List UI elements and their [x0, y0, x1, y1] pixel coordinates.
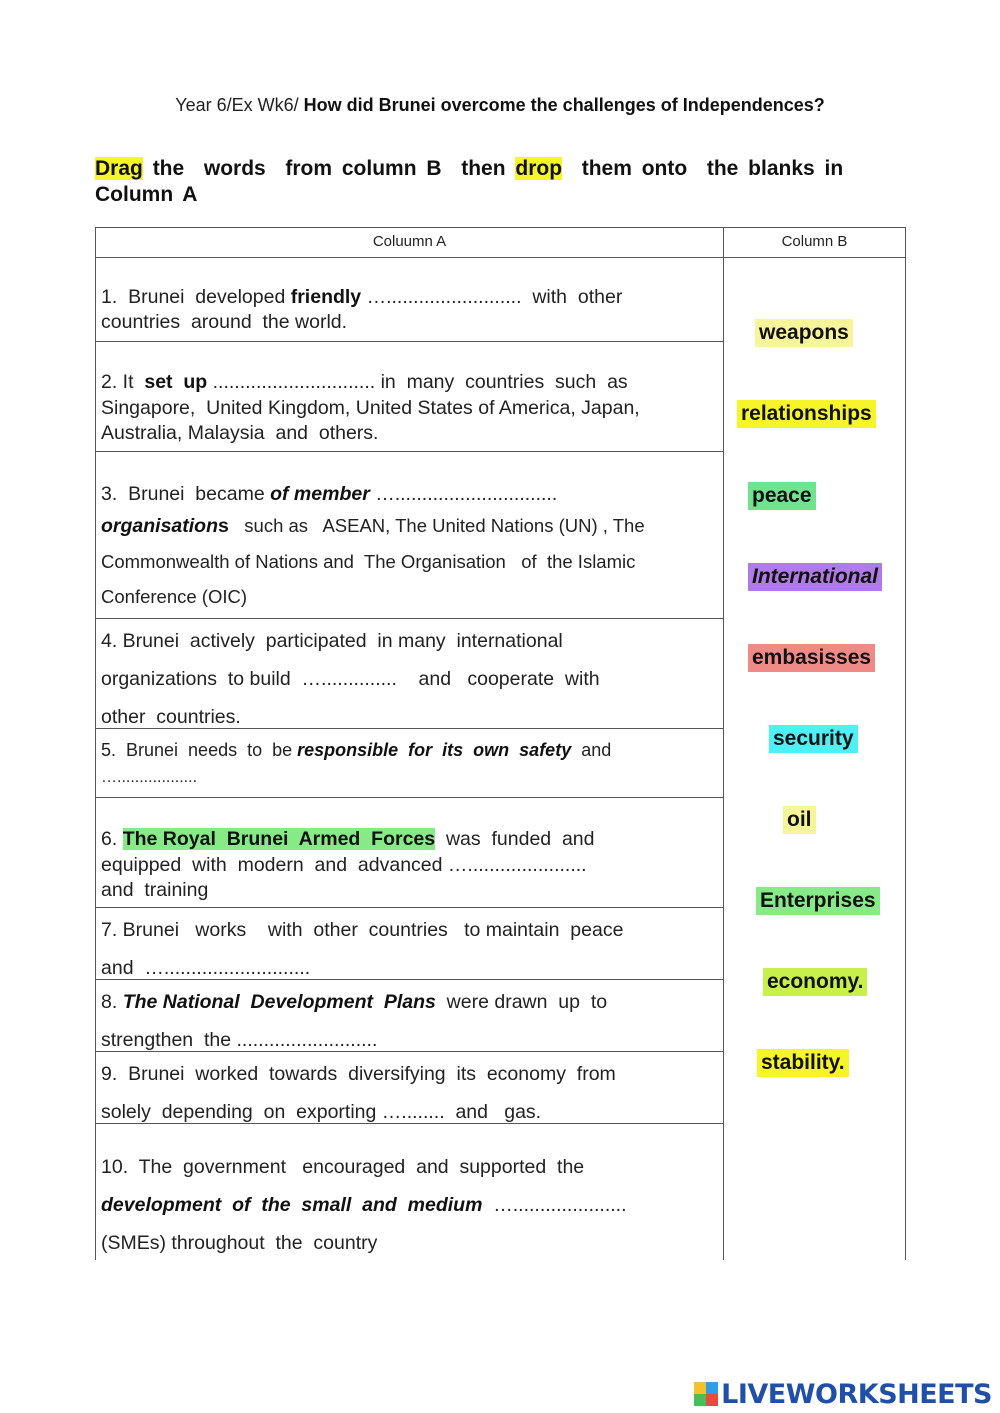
instruction-drag: Drag: [95, 157, 143, 180]
question-row-5: [96, 729, 723, 798]
worksheet-title: How did Brunei overcome the challenges of Independences?: [303, 95, 825, 115]
instructions: [95, 156, 905, 208]
q3-text-f: such as ASEAN, The United Nations (UN) , The: [228, 515, 645, 536]
word-chip-relationships[interactable]: relationships: [737, 400, 876, 428]
question-row-9: [96, 1052, 723, 1124]
logo-text: LIVEWORKSHEETS: [721, 1378, 992, 1410]
worksheet-header: [0, 95, 1000, 116]
q2-bold: set up: [144, 371, 208, 393]
column-a-header: Coluumn A: [372, 233, 447, 250]
word-chip-oil[interactable]: oil: [783, 806, 816, 834]
q9-text-a: 9. Brunei worked towards diversifying its economy from: [101, 1063, 616, 1085]
instruction-part1: the words from column B then: [142, 157, 516, 180]
question-row-6: [96, 798, 723, 908]
q10-blank[interactable]: ….....................: [482, 1194, 627, 1216]
q1-text-d: countries around the world.: [101, 311, 348, 333]
question-row-4: [96, 619, 723, 729]
q10-bold-italic: development of the small and medium: [101, 1194, 483, 1216]
q8-bold-italic: The National Development Plans: [122, 991, 436, 1013]
q1-bold: friendly: [290, 286, 362, 308]
q5-text-c: and: [571, 740, 612, 760]
q2-text-a: 2. It: [101, 371, 145, 393]
column-b-header: Column B: [781, 233, 848, 250]
q8-blank[interactable]: strengthen the ..........................: [101, 1029, 378, 1051]
word-chip-economy[interactable]: economy.: [763, 968, 867, 996]
q3-text-a: 3. Brunei became: [101, 483, 271, 505]
liveworksheets-logo: [694, 1378, 992, 1410]
q6-text-c: was funded and: [435, 828, 595, 850]
q7-blank[interactable]: and …...........................: [101, 957, 311, 979]
word-chip-peace[interactable]: peace: [748, 482, 816, 510]
q6-highlight: The Royal Brunei Armed Forces: [122, 828, 436, 850]
question-row-3: [96, 452, 723, 619]
q6-blank-line[interactable]: equipped with modern and advanced …......................: [101, 853, 587, 876]
word-chip-stability[interactable]: stability.: [757, 1049, 849, 1077]
question-row-2: [96, 342, 723, 452]
q5-blank[interactable]: …..................: [101, 769, 198, 786]
q10-text-a: 10. The government encouraged and supported the: [101, 1156, 585, 1178]
q4-blank-line[interactable]: organizations to build ….............. and cooperate with: [101, 668, 600, 690]
q3-blank[interactable]: …..............................: [369, 483, 558, 505]
q9-blank-line[interactable]: solely depending on exporting …........ and gas.: [101, 1101, 542, 1123]
question-row-1: [96, 258, 723, 342]
q7-text-a: 7. Brunei works with other countries to maintain peace: [101, 919, 624, 941]
q10-text-d: (SMEs) throughout the country: [101, 1232, 378, 1254]
q3-text-h: Conference (OIC): [101, 586, 247, 607]
word-chip-weapons[interactable]: weapons: [755, 319, 853, 347]
instruction-part2: them onto the blanks in Column A: [95, 157, 854, 206]
q8-text-a: 8.: [101, 991, 123, 1013]
q3-bold-s: s: [218, 515, 229, 537]
q4-text-a: 4. Brunei actively participated in many international: [101, 630, 563, 652]
q5-bold-italic: responsible for its own safety: [297, 740, 572, 760]
word-chip-enterprises[interactable]: Enterprises: [756, 887, 880, 915]
column-divider: [723, 228, 724, 1260]
word-chip-embasisses[interactable]: embasisses: [748, 644, 875, 672]
logo-mark-icon: [694, 1382, 718, 1406]
q2-blank[interactable]: .............................. in many countries such as: [207, 371, 628, 393]
question-row-10: [96, 1124, 723, 1260]
word-chip-international[interactable]: International: [748, 563, 882, 591]
q3-text-g: Commonwealth of Nations and The Organisation of the Islamic: [101, 551, 636, 572]
q8-text-c: were drawn up to: [435, 991, 608, 1013]
q4-text-c: other countries.: [101, 706, 241, 728]
question-row-8: [96, 980, 723, 1052]
q1-blank[interactable]: …......................... with other: [361, 286, 623, 308]
q6-text-e: and training: [101, 879, 209, 901]
header-prefix: Year 6/Ex Wk6/: [175, 95, 304, 115]
q6-text-a: 6.: [101, 828, 123, 850]
table-header: [96, 228, 905, 258]
q5-text-a: 5. Brunei needs to be: [101, 740, 298, 760]
q2-text-d: Singapore, United Kingdom, United States of America, Japan,: [101, 396, 640, 419]
q3-bold-italic: of member: [270, 483, 370, 505]
q2-text-e: Australia, Malaysia and others.: [101, 422, 379, 444]
word-chip-security[interactable]: security: [769, 725, 858, 753]
instruction-drop: drop: [515, 157, 563, 180]
q1-text-a: 1. Brunei developed: [101, 286, 291, 308]
question-row-7: [96, 908, 723, 980]
worksheet-table: [95, 227, 906, 1260]
q3-bold-italic-2: organisation: [101, 515, 219, 537]
